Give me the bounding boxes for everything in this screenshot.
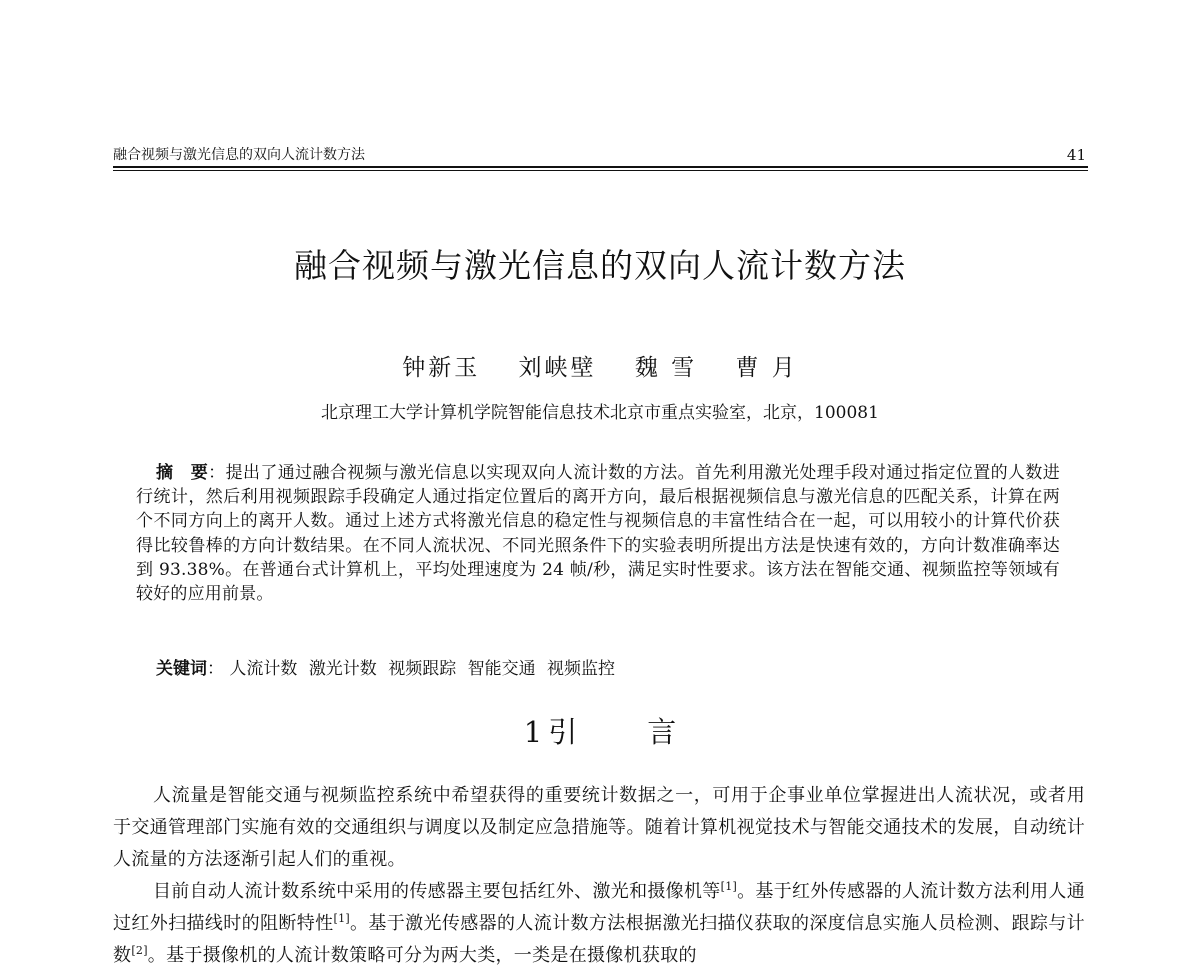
keyword-item: 智能交通 xyxy=(467,659,536,679)
running-header-title: 融合视频与激光信息的双向人流计数方法 xyxy=(113,147,365,163)
running-header xyxy=(113,144,1088,166)
citation-ref: [2] xyxy=(131,944,148,957)
author-list xyxy=(0,352,1200,384)
author-name: 刘峡壁 xyxy=(518,355,597,381)
paragraph-segment: 。基于激光传感器的人流计数方法根据激光扫描仪获取的深度信息实施人员检测、跟踪与计数 xyxy=(113,913,1085,966)
author-name: 魏 雪 xyxy=(634,355,698,381)
abstract-colon: ： xyxy=(208,463,226,483)
paragraph-segment: 。基于摄像机的人流计数策略可分为两大类，一类是在摄像机获取的 xyxy=(147,945,697,966)
keywords-colon: ： xyxy=(207,659,224,679)
abstract-text: 提出了通过融合视频与激光信息以实现双向人流计数的方法。首先利用激光处理手段对通过指定位置的人数进行统计，然后利用视频跟踪手段确定人通过指定位置后的离开方向，最后根据视频信息与激光信息的匹配关系，计算在两个不同方向上的离开人数。通过上述方式将激光信息的稳定性与视频信息的丰富性结合在一起，可以用较小的计算代价获得比较鲁棒的方向计数结果。在不同人流状况、不同光照条件下的实验表明所提出方法是快速有效的，方向计数准确率达到 93.38%。在普通台式计算机上，平均处理速度为 24 帧/秒，满足实时性要求。该方法在智能交通、视频监控等领域有较好的应用前景。 xyxy=(136,463,1060,605)
keywords-label: 关键词 xyxy=(156,659,207,679)
section-title-part: 言 xyxy=(647,715,677,749)
paragraph xyxy=(113,876,1085,972)
paragraph: 人流量是智能交通与视频监控系统中希望获得的重要统计数据之一，可用于企事业单位掌握进出人流状况，或者用于交通管理部门实施有效的交通组织与调度以及制定应急措施等。随着计算机视觉技术与智能交通技术的发展，自动统计人流量的方法逐渐引起人们的重视。 xyxy=(113,785,1085,870)
abstract xyxy=(136,461,1060,606)
page-number: 41 xyxy=(1066,146,1086,164)
keyword-item: 人流计数 xyxy=(229,659,298,679)
citation-ref: [1] xyxy=(333,912,350,925)
citation-ref: [1] xyxy=(720,880,738,893)
affiliation: 北京理工大学计算机学院智能信息技术北京市重点实验室，北京，100081 xyxy=(321,403,879,423)
paragraph-segment: 目前自动人流计数系统中采用的传感器主要包括红外、激光和摄像机等 xyxy=(153,881,721,902)
paragraph-segment: 。基于红外传感器的人流计数方法利用人通过红外扫描线时的阻断特性 xyxy=(113,881,1086,934)
paper-title: 融合视频与激光信息的双向人流计数方法 xyxy=(294,246,906,285)
header-rule-thick xyxy=(113,166,1088,168)
keyword-item: 激光计数 xyxy=(308,659,377,679)
section-heading xyxy=(0,712,1200,752)
abstract-label: 摘 要 xyxy=(156,463,209,483)
keyword-item: 视频监控 xyxy=(547,659,616,679)
header-rule-thin xyxy=(113,170,1088,171)
keywords xyxy=(156,657,1060,681)
section-title-part: 引 xyxy=(548,715,578,749)
keyword-item: 视频跟踪 xyxy=(388,659,457,679)
section-number: 1 xyxy=(523,715,543,749)
author-name: 曹 月 xyxy=(735,355,798,381)
body-text xyxy=(113,780,1085,972)
author-name: 钟新玉 xyxy=(402,355,481,381)
